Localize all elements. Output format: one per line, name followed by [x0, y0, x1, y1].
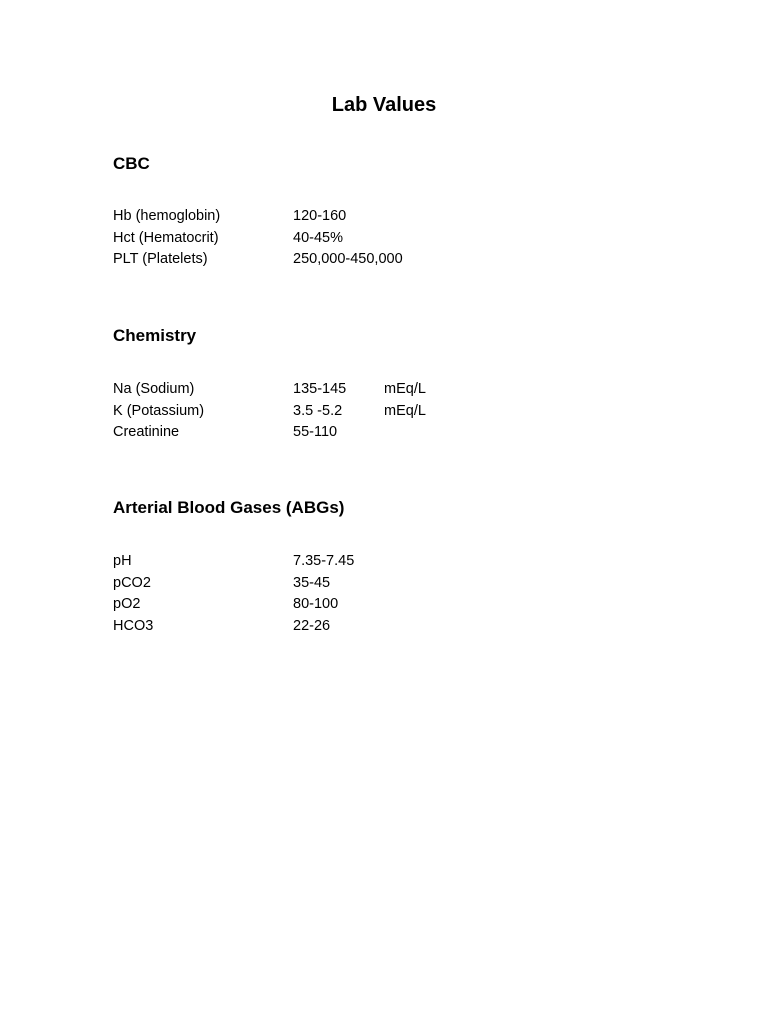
lab-value: 55-110 — [293, 424, 338, 441]
lab-name: HCO3 — [113, 618, 154, 635]
lab-row — [113, 206, 513, 228]
lab-row — [113, 249, 513, 271]
lab-value: 120-160 — [293, 208, 347, 224]
lab-value: 80-100 — [293, 596, 339, 613]
lab-row — [113, 379, 513, 401]
lab-name: K (Potassium) — [113, 402, 205, 419]
section-heading-cbc: CBC — [113, 154, 150, 173]
lab-name: PLT (Platelets) — [113, 251, 208, 268]
lab-table-cbc — [113, 206, 513, 271]
lab-name: pH — [113, 553, 132, 569]
lab-row — [113, 401, 513, 423]
lab-name: Na (Sodium) — [113, 381, 195, 397]
lab-name: Hb (hemoglobin) — [113, 208, 221, 224]
lab-value: 135-145 — [293, 381, 347, 397]
lab-value: 22-26 — [293, 618, 331, 635]
section-heading-abgs: Arterial Blood Gases (ABGs) — [113, 498, 345, 517]
lab-table-abgs — [113, 551, 513, 638]
lab-value: 40-45% — [293, 229, 343, 246]
lab-row — [113, 551, 513, 573]
lab-row — [113, 616, 513, 638]
lab-name: pCO2 — [113, 574, 151, 591]
lab-value: 3.5 -5.2 — [293, 402, 343, 419]
page-title: Lab Values — [331, 94, 437, 116]
lab-row — [113, 228, 513, 250]
lab-unit: mEq/L — [384, 381, 426, 397]
lab-row — [113, 573, 513, 595]
lab-value: 250,000-450,000 — [293, 251, 403, 268]
lab-value: 7.35-7.45 — [293, 553, 355, 569]
lab-unit: mEq/L — [384, 402, 426, 419]
lab-row — [113, 594, 513, 616]
lab-value: 35-45 — [293, 574, 331, 591]
section-heading-chemistry: Chemistry — [113, 326, 197, 345]
lab-table-chemistry — [113, 379, 513, 444]
lab-name: Hct (Hematocrit) — [113, 229, 219, 246]
lab-name: Creatinine — [113, 424, 180, 441]
lab-name: pO2 — [113, 596, 141, 613]
lab-row — [113, 422, 513, 444]
